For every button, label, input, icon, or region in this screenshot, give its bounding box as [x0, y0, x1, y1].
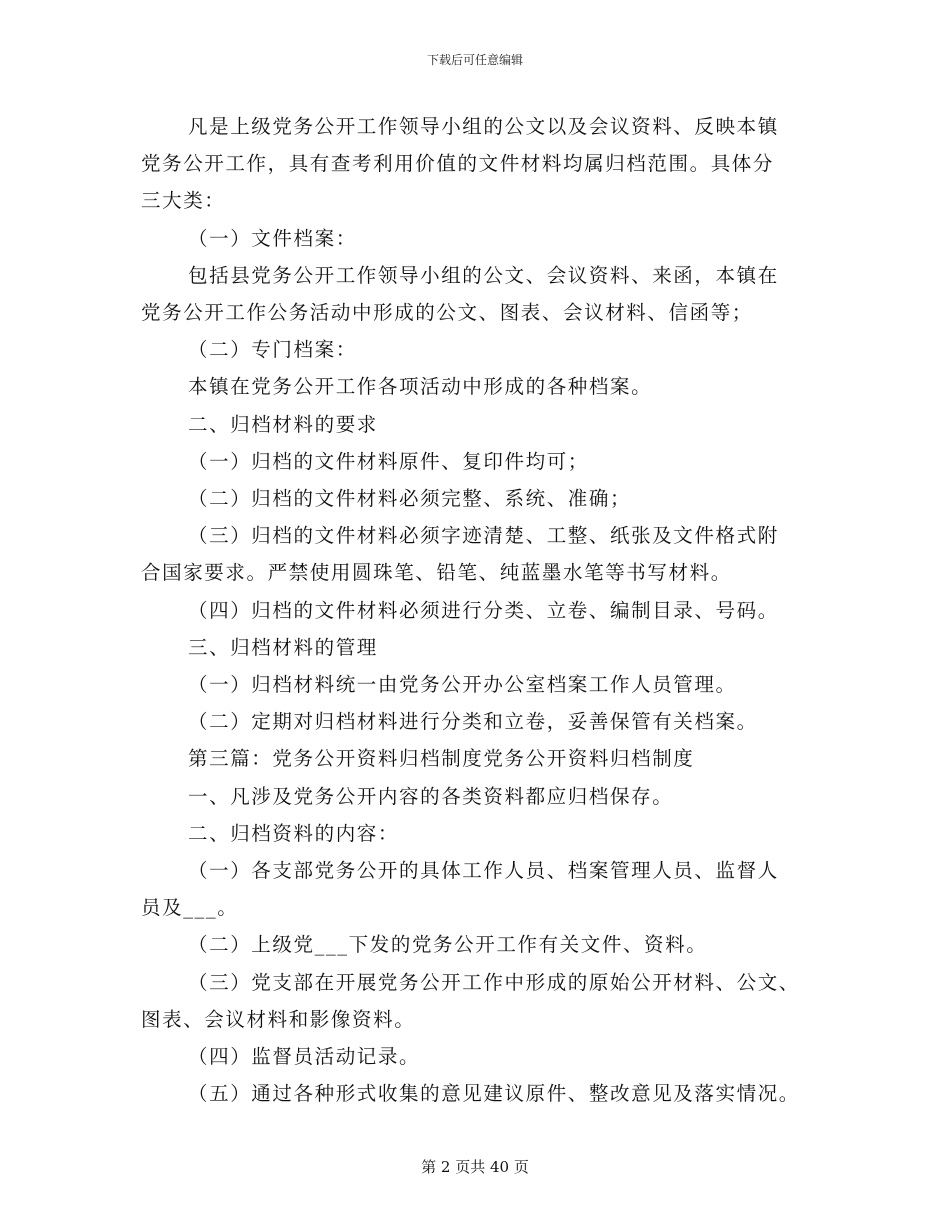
body-line: 本镇在党务公开工作各项活动中形成的各种档案。 [188, 375, 653, 399]
body-line: （二）定期对归档材料进行分类和立卷，妥善保管有关档案。 [188, 710, 758, 734]
body-line: （一）归档的文件材料原件、复印件均可； [188, 449, 589, 473]
body-line: （二）上级党___下发的党务公开工作有关文件、资料。 [188, 933, 708, 957]
body-line: （三）党支部在开展党务公开工作中形成的原始公开材料、公文、 [188, 970, 800, 994]
body-line: 第三篇：党务公开资料归档制度党务公开资料归档制度 [188, 747, 695, 771]
body-line: 图表、会议材料和影像资料。 [141, 1007, 416, 1031]
body-line: 一、凡涉及党务公开内容的各类资料都应归档保存。 [188, 784, 674, 808]
body-line: 员及___。 [141, 896, 239, 920]
body-line: 合国家要求。严禁使用圆珠笔、铅笔、纯蓝墨水笔等书写材料。 [141, 561, 732, 585]
body-line: （二）归档的文件材料必须完整、系统、准确； [188, 487, 632, 511]
body-line: （一）文件档案： [188, 226, 357, 250]
body-line: （五）通过各种形式收集的意见建议原件、整改意见及落实情况。 [188, 1082, 800, 1106]
body-line: （四）监督员活动记录。 [188, 1045, 421, 1069]
body-line: 三大类： [141, 189, 226, 213]
page-footer: 第 2 页共 40 页 [421, 1158, 529, 1176]
body-line: （一）各支部党务公开的具体工作人员、档案管理人员、监督人 [188, 859, 779, 883]
body-line: （四）归档的文件材料必须进行分类、立卷、编制目录、号码。 [188, 598, 779, 622]
body-line: 包括县党务公开工作领导小组的公文、会议资料、来函，本镇在 [188, 263, 779, 287]
body-line: （一）归档材料统一由党务公开办公室档案工作人员管理。 [188, 673, 737, 697]
body-line: 党务公开工作，具有查考利用价值的文件材料均属归档范围。具体分 [141, 152, 775, 176]
body-line: 党务公开工作公务活动中形成的公文、图表、会议材料、信函等； [141, 301, 753, 325]
document-body [141, 108, 821, 1112]
body-line: （三）归档的文件材料必须字迹清楚、工整、纸张及文件格式附 [188, 524, 779, 548]
body-line: （二）专门档案： [188, 338, 357, 362]
body-line: 三、归档材料的管理 [188, 635, 378, 659]
body-line: 二、归档资料的内容： [188, 821, 400, 845]
body-line: 二、归档材料的要求 [188, 412, 378, 436]
body-line: 凡是上级党务公开工作领导小组的公文以及会议资料、反映本镇 [188, 115, 779, 138]
page-header: 下载后可任意编辑 [426, 53, 523, 67]
